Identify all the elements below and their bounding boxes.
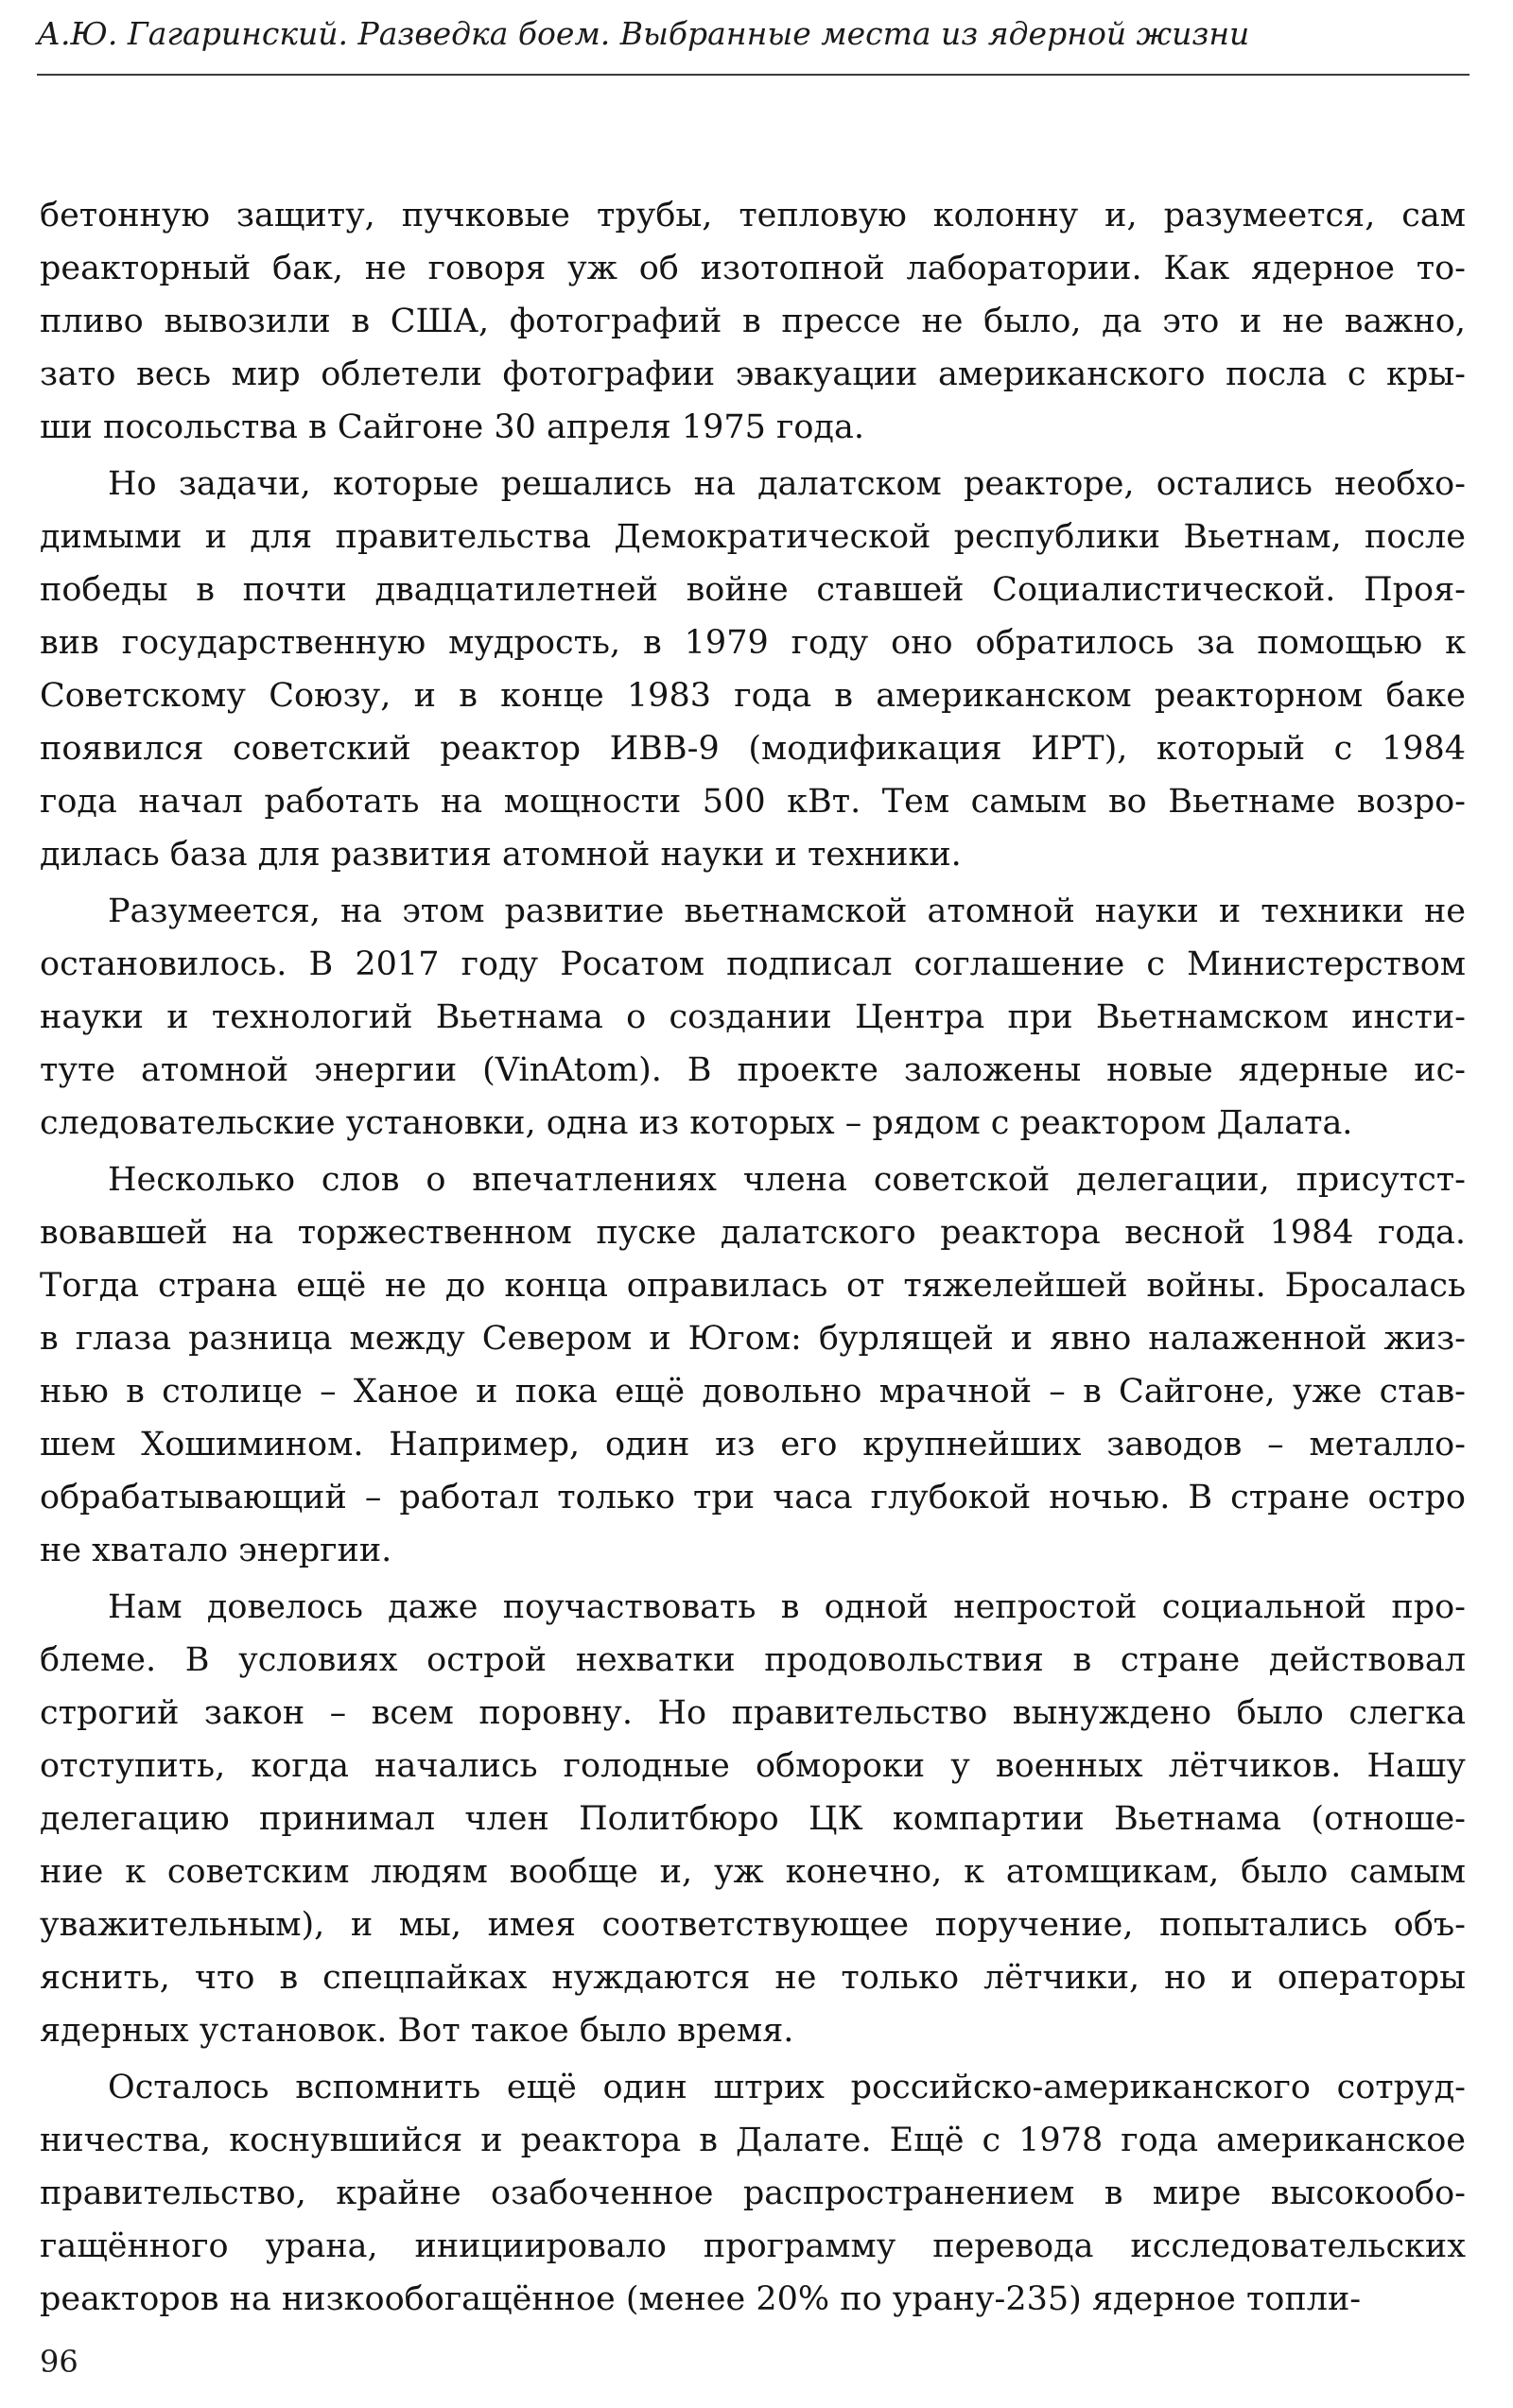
running-head: А.Ю. Гагаринский. Разведка боем. Выбранные места из ядерной жизни [37,15,1250,52]
text-line: появился советский реактор ИВВ-9 (модификация ИРТ), который с 1984 [40,730,1466,768]
paragraph [40,1581,1466,2057]
header-rule [37,74,1470,76]
text-line: реакторный бак, не говоря уж об изотопной лаборатории. Как ядерное то- [40,250,1466,287]
text-line: Несколько слов о впечатлениях члена советской делегации, присутст- [108,1161,1466,1199]
text-line: победы в почти двадцатилетней войне ставшей Социалистической. Проя- [40,571,1466,609]
text-line: ние к советским людям вообще и, уж конечно, к атомщикам, было самым [40,1853,1466,1891]
text-line: вив государственную мудрость, в 1979 году оно обратилось за помощью к [40,624,1466,662]
text-line: ши посольства в Сайгоне 30 апреля 1975 года. [40,408,864,446]
text-line: Разумеется, на этом развитие вьетнамской атомной науки и техники не [108,892,1466,930]
text-line: следовательские установки, одна из которых – рядом с реактором Далата. [40,1104,1353,1142]
text-line: обрабатывающий – работал только три часа глубокой ночью. В стране остро [40,1479,1466,1516]
text-line: уважительным), и мы, имея соответствующее поручение, попытались объ- [40,1906,1466,1944]
text-line: туте атомной энергии (VinAtom). В проекте заложены новые ядерные ис- [40,1051,1466,1089]
text-line: отступить, когда начались голодные обмороки у военных лётчиков. Нашу [40,1747,1466,1785]
text-line: не хватало энергии. [40,1532,392,1569]
text-line: Но задачи, которые решались на далатском реакторе, остались необхо- [108,465,1466,503]
text-line: реакторов на низкообогащённое (менее 20% по урану-235) ядерное топли- [40,2280,1362,2318]
text-line: яснить, что в спецпайках нуждаются не только лётчики, но и операторы [40,1959,1466,1997]
text-line: остановилось. В 2017 году Росатом подписал соглашение с Министерством [40,945,1466,983]
text-line: науки и технологий Вьетнама о создании Центра при Вьетнамском инсти- [40,998,1466,1036]
paragraph [40,1153,1466,1577]
text-line: Осталось вспомнить ещё один штрих российско-американского сотруд- [108,2069,1466,2106]
paragraph [40,189,1466,454]
text-line: дилась база для развития атомной науки и техники. [40,836,962,874]
text-line: в глаза разница между Севером и Югом: бурлящей и явно налаженной жиз- [40,1320,1466,1358]
text-line: Тогда страна ещё не до конца оправилась от тяжелейшей войны. Бросалась [40,1267,1466,1305]
text-line: Советскому Союзу, и в конце 1983 года в американском реакторном баке [40,677,1466,715]
paragraph [40,885,1466,1150]
text-line: делегацию принимал член Политбюро ЦК компартии Вьетнама (отноше- [40,1800,1466,1838]
text-line: димыми и для правительства Демократической республики Вьетнам, после [40,518,1466,556]
text-line: вовавшей на торжественном пуске далатского реактора весной 1984 года. [40,1214,1466,1252]
text-line: пливо вывозили в США, фотографий в прессе не было, да это и не важно, [40,303,1466,340]
text-line: правительство, крайне озабоченное распространением в мире высокообо- [40,2174,1466,2212]
page-number: 96 [40,2344,78,2380]
text-line: шем Хошимином. Например, один из его крупнейших заводов – металло- [40,1426,1466,1464]
text-line: бетонную защиту, пучковые трубы, тепловую колонну и, разумеется, сам [40,197,1466,234]
text-line: блеме. В условиях острой нехватки продовольствия в стране действовал [40,1641,1466,1679]
text-line: ничества, коснувшийся и реактора в Далате. Ещё с 1978 года американское [40,2122,1466,2159]
paragraph [40,458,1466,881]
text-line: строгий закон – всем поровну. Но правительство вынуждено было слегка [40,1694,1466,1732]
text-line: нью в столице – Ханое и пока ещё довольно мрачной – в Сайгоне, уже став- [40,1373,1466,1411]
text-line: Нам довелось даже поучаствовать в одной непростой социальной про- [108,1588,1466,1626]
text-line: ядерных установок. Вот такое было время. [40,2012,794,2050]
text-line: гащённого урана, инициировало программу перевода исследовательских [40,2227,1466,2265]
text-line: зато весь мир облетели фотографии эвакуации американского посла с кры- [40,355,1466,393]
paragraph [40,2061,1466,2326]
main-text [40,189,1466,2326]
text-line: года начал работать на мощности 500 кВт. Тем самым во Вьетнаме возро- [40,783,1466,821]
